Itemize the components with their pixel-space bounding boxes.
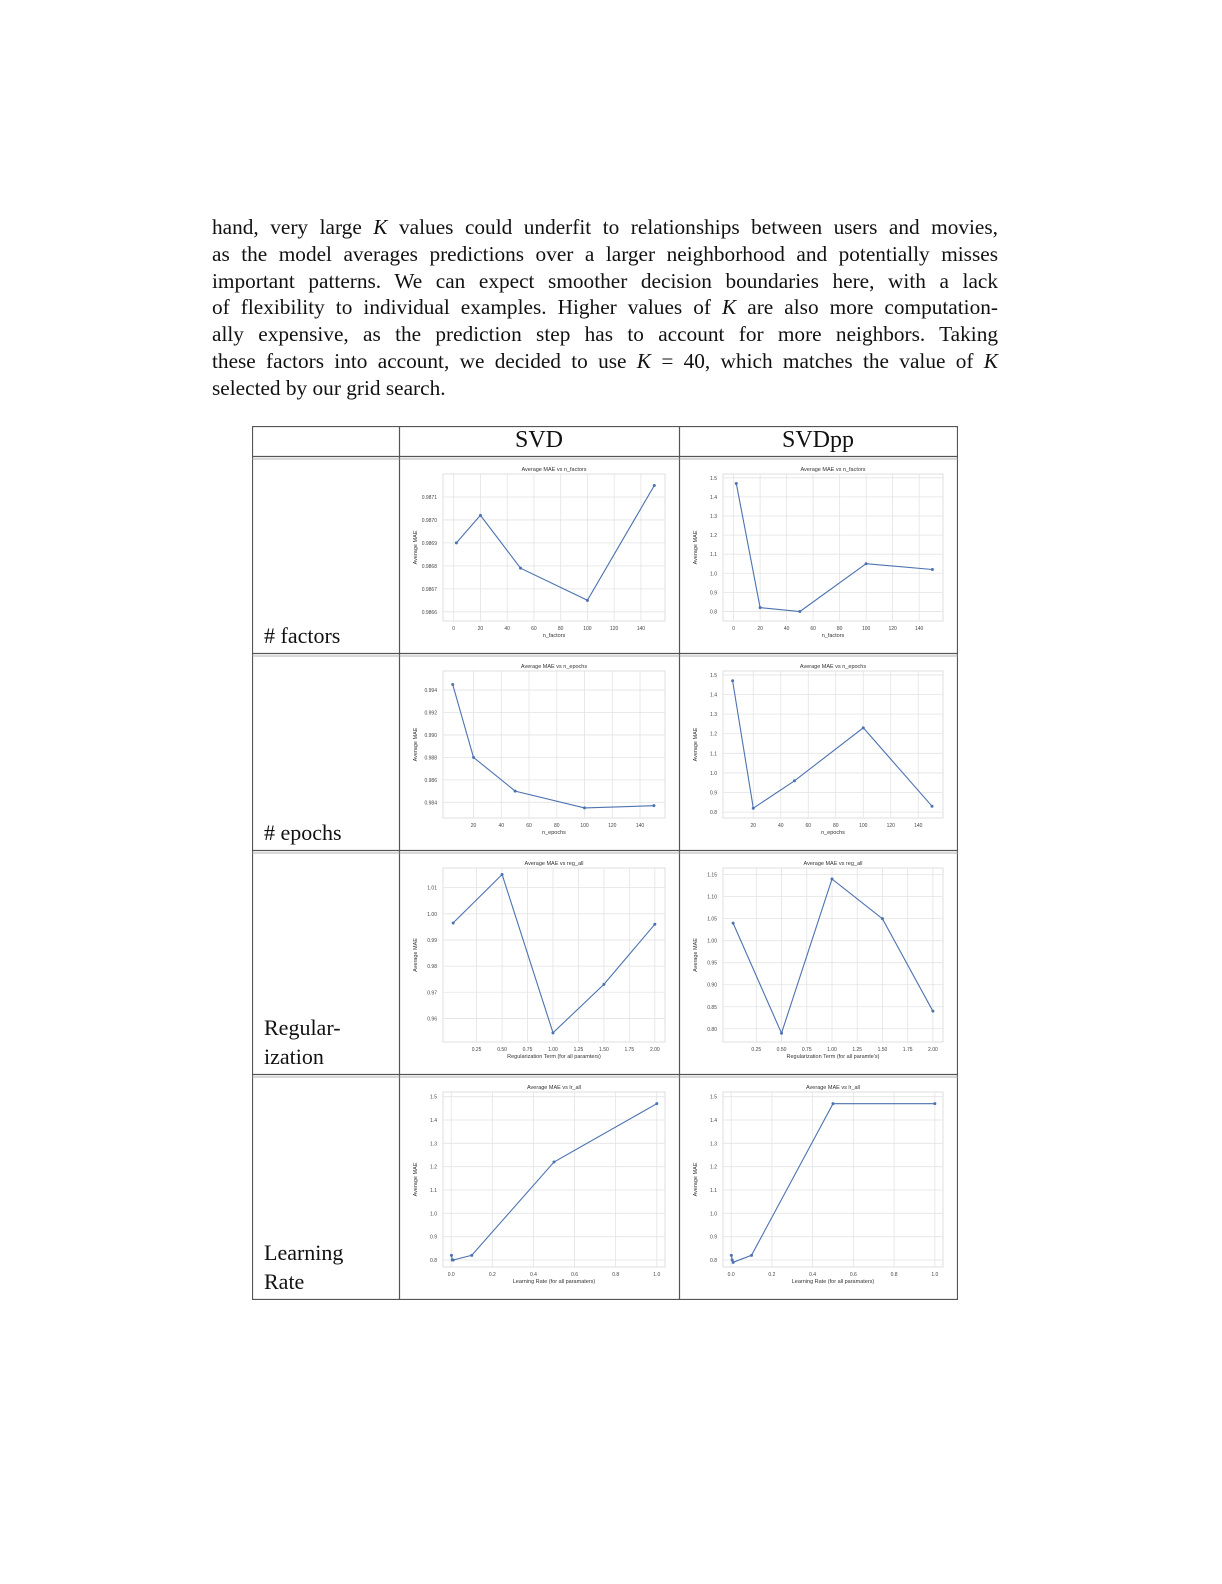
- x-tick-label: 1.75: [624, 1047, 635, 1053]
- y-tick-label: 0.8: [710, 609, 717, 616]
- x-axis-label: Learning Rate (for all paramaters): [791, 1279, 875, 1285]
- data-point: [452, 1259, 455, 1262]
- chart-title: Average MAE vs lr_all: [526, 1085, 582, 1091]
- data-point: [451, 683, 454, 686]
- paragraph-line: [212, 268, 998, 295]
- x-tick-label: 60: [805, 823, 812, 829]
- y-tick-label: 1.1: [710, 552, 717, 559]
- y-tick-label: 0.9870: [421, 517, 437, 524]
- data-point: [752, 807, 755, 810]
- x-tick-label: 1.25: [573, 1047, 584, 1053]
- x-tick-label: 0.6: [849, 1272, 857, 1278]
- x-tick-label: 1.00: [827, 1047, 837, 1053]
- x-tick-label: 0.2: [768, 1272, 776, 1278]
- data-point: [653, 923, 656, 926]
- x-tick-label: 0.0: [447, 1272, 455, 1278]
- row-label: [264, 1013, 341, 1071]
- x-tick-label: 2.00: [928, 1047, 938, 1053]
- data-point: [586, 599, 589, 602]
- data-point: [759, 606, 762, 609]
- chart-svdpp-epochs: [681, 657, 955, 848]
- x-tick-label: 140: [914, 626, 924, 632]
- data-point: [455, 541, 458, 544]
- data-point: [931, 1010, 934, 1013]
- x-tick-label: 100: [861, 626, 871, 632]
- data-point: [731, 679, 734, 682]
- text-fragment: these factors into account, we decided to use: [212, 348, 637, 373]
- data-point: [470, 1254, 473, 1257]
- row-label-line: ization: [264, 1044, 324, 1069]
- data-point: [862, 726, 865, 729]
- x-tick-label: 80: [557, 626, 564, 632]
- x-tick-label: 80: [553, 823, 560, 829]
- x-tick-label: 20: [750, 823, 757, 829]
- y-tick-label: 1.00: [707, 938, 717, 945]
- data-point: [933, 1102, 936, 1105]
- y-tick-label: 0.994: [424, 688, 437, 695]
- data-point: [472, 756, 475, 759]
- y-tick-label: 1.3: [710, 712, 717, 719]
- row-label-line: Rate: [264, 1269, 305, 1294]
- x-tick-label: 40: [504, 626, 510, 632]
- data-point: [931, 568, 934, 571]
- y-tick-label: 1.2: [710, 1164, 717, 1171]
- y-tick-label: 0.97: [427, 990, 437, 997]
- text-fragment: = 40, which matches the value of: [651, 348, 984, 373]
- text-fragment: hand, very large: [212, 215, 374, 239]
- x-tick-label: 100: [583, 626, 592, 632]
- y-tick-label: 0.9: [430, 1234, 437, 1241]
- x-tick-label: 80: [836, 626, 843, 632]
- paragraph-line: [212, 241, 998, 268]
- x-tick-label: 1.25: [852, 1047, 863, 1053]
- x-tick-label: 120: [608, 823, 617, 829]
- y-tick-label: 0.9867: [421, 586, 437, 593]
- math-variable: K: [373, 215, 388, 239]
- data-point: [450, 1254, 453, 1257]
- y-tick-label: 1.00: [427, 911, 437, 918]
- y-tick-label: 1.0: [710, 1211, 717, 1218]
- text-fragment: ally expensive, as the prediction step has to account for more neighbors. Taking: [212, 322, 998, 347]
- y-tick-label: 1.2: [710, 533, 717, 540]
- y-axis-label: Average MAE: [413, 727, 419, 762]
- plot-area: [443, 474, 665, 621]
- x-tick-label: 0.2: [488, 1272, 496, 1278]
- x-axis-label: n_epochs: [821, 830, 845, 836]
- y-tick-label: 0.9: [710, 590, 717, 597]
- chart-svdpp-reg: [681, 854, 955, 1072]
- y-tick-label: 1.5: [710, 672, 717, 679]
- y-tick-label: 1.0: [430, 1211, 437, 1218]
- data-point: [479, 514, 482, 517]
- row-label: [264, 1238, 343, 1296]
- chart-svd-epochs: [401, 657, 677, 848]
- data-point: [514, 790, 517, 793]
- row-label: [264, 818, 342, 847]
- x-tick-label: 1.00: [548, 1047, 558, 1053]
- plot-area: [723, 474, 943, 621]
- data-point: [732, 922, 735, 925]
- chart-title: Average MAE vs n_factors: [521, 467, 587, 473]
- x-axis-label: n_factors: [821, 633, 845, 639]
- x-tick-label: 60: [810, 626, 816, 632]
- x-tick-label: 0.8: [890, 1272, 898, 1278]
- y-tick-label: 1.3: [430, 1141, 437, 1148]
- y-tick-label: 1.0: [710, 770, 717, 777]
- plot-area: [723, 671, 943, 818]
- paragraph-line: [212, 294, 998, 321]
- y-tick-label: 0.8: [710, 810, 717, 817]
- x-tick-label: 140: [914, 823, 923, 829]
- y-tick-label: 1.2: [710, 731, 717, 738]
- y-tick-label: 0.95: [707, 960, 717, 967]
- chart-svdpp-lr: [681, 1078, 955, 1297]
- y-tick-label: 0.984: [424, 800, 437, 807]
- data-point: [830, 878, 833, 881]
- y-tick-label: 1.3: [710, 514, 717, 520]
- x-tick-label: 0.25: [471, 1047, 482, 1053]
- x-axis-label: n_factors: [542, 633, 566, 639]
- data-point: [780, 1032, 783, 1035]
- x-tick-label: 1.50: [599, 1047, 609, 1053]
- math-variable: K: [636, 348, 652, 373]
- math-variable: K: [722, 295, 737, 320]
- data-point: [652, 804, 655, 807]
- x-tick-label: 120: [886, 823, 895, 829]
- y-axis-label: Average MAE: [693, 1162, 699, 1197]
- data-point: [750, 1254, 753, 1257]
- x-tick-label: 0.0: [727, 1272, 735, 1278]
- data-point: [732, 1261, 735, 1264]
- x-tick-label: 2.00: [649, 1047, 660, 1053]
- y-tick-label: 0.80: [707, 1026, 717, 1033]
- x-tick-label: 0: [452, 626, 456, 632]
- y-tick-label: 1.4: [710, 692, 717, 699]
- x-tick-label: 100: [859, 823, 868, 829]
- y-tick-label: 1.01: [427, 885, 437, 892]
- chart-title: Average MAE vs reg_all: [524, 861, 584, 867]
- x-tick-label: 60: [531, 626, 537, 632]
- x-tick-label: 120: [610, 626, 619, 632]
- text-fragment: are also more computation-: [736, 295, 998, 320]
- y-tick-label: 0.8: [430, 1258, 437, 1264]
- row-label-line: Regular-: [264, 1015, 341, 1040]
- x-tick-label: 60: [526, 823, 532, 829]
- y-tick-label: 1.1: [430, 1188, 437, 1194]
- y-tick-label: 0.9: [710, 790, 717, 797]
- row-label-line: Learning: [264, 1240, 344, 1265]
- y-tick-label: 1.0: [710, 571, 717, 578]
- y-tick-label: 0.98: [427, 964, 437, 971]
- x-tick-label: 0.8: [612, 1272, 620, 1278]
- chart-svd-reg: [401, 854, 677, 1072]
- results-table: [252, 426, 958, 1300]
- y-tick-label: 1.5: [710, 1094, 717, 1101]
- text-fragment: selected by our grid search.: [212, 375, 446, 400]
- x-tick-label: 0.25: [751, 1047, 762, 1053]
- y-tick-label: 1.3: [710, 1141, 717, 1148]
- data-point: [793, 779, 796, 782]
- y-tick-label: 0.986: [424, 777, 437, 784]
- y-tick-label: 0.8: [710, 1258, 717, 1264]
- y-tick-label: 1.1: [710, 1188, 717, 1194]
- y-tick-label: 0.9871: [421, 494, 437, 501]
- y-axis-label: Average MAE: [413, 1162, 419, 1197]
- text-fragment: of flexibility to individual examples. Higher values of: [212, 295, 722, 320]
- x-tick-label: 140: [636, 626, 646, 632]
- chart-title: Average MAE vs n_factors: [800, 467, 866, 473]
- x-tick-label: 1.75: [902, 1047, 913, 1053]
- x-tick-label: 80: [832, 823, 839, 829]
- y-tick-label: 0.96: [427, 1016, 437, 1023]
- x-tick-label: 0.75: [801, 1047, 812, 1053]
- x-tick-label: 0.75: [522, 1047, 533, 1053]
- x-tick-label: 120: [888, 626, 897, 632]
- x-tick-label: 1.0: [931, 1272, 939, 1278]
- y-tick-label: 0.9866: [421, 609, 437, 616]
- y-tick-label: 1.10: [707, 894, 717, 901]
- column-header-svd: SVD: [514, 427, 563, 453]
- y-tick-label: 0.90: [707, 982, 717, 989]
- x-tick-label: 0: [732, 626, 735, 632]
- y-tick-label: 0.9868: [421, 563, 437, 570]
- y-tick-label: 1.5: [710, 475, 717, 482]
- paragraph-line: [212, 375, 998, 402]
- x-axis-label: Regularization Term (for all paramte’s): [786, 1054, 880, 1060]
- y-tick-label: 1.15: [707, 872, 717, 879]
- paragraph-line: [212, 321, 998, 348]
- body-paragraph: [212, 214, 998, 402]
- y-axis-label: Average MAE: [693, 727, 699, 762]
- y-axis-label: Average MAE: [413, 938, 419, 972]
- text-fragment: important patterns. We can expect smoother decision boundaries here, with a lack: [212, 268, 998, 293]
- y-tick-label: 0.992: [424, 710, 437, 717]
- y-tick-label: 1.05: [707, 916, 717, 923]
- plot-area: [723, 1092, 943, 1267]
- chart-title: Average MAE vs n_epochs: [520, 664, 588, 670]
- text-fragment: values could underfit to relationships between users and movies,: [387, 215, 998, 239]
- y-axis-label: Average MAE: [413, 530, 419, 565]
- data-point: [730, 1254, 733, 1257]
- x-tick-label: 1.50: [877, 1047, 888, 1053]
- data-point: [931, 805, 934, 808]
- x-tick-label: 0.6: [571, 1272, 579, 1278]
- x-tick-label: 40: [777, 823, 784, 829]
- data-point: [551, 1031, 554, 1034]
- y-tick-label: 1.5: [430, 1094, 437, 1101]
- y-axis-label: Average MAE: [693, 938, 699, 972]
- data-point: [832, 1102, 835, 1105]
- data-point: [655, 1102, 658, 1105]
- chart-svd-lr: [401, 1078, 677, 1297]
- row-label-line: # epochs: [264, 820, 342, 845]
- x-tick-label: 0.4: [809, 1272, 817, 1278]
- x-tick-label: 0.50: [776, 1047, 787, 1053]
- plot-area: [443, 671, 665, 818]
- x-tick-label: 0.50: [497, 1047, 507, 1053]
- y-tick-label: 0.9869: [421, 540, 437, 547]
- data-point: [881, 917, 884, 920]
- x-tick-label: 100: [580, 823, 589, 829]
- data-point: [519, 567, 522, 570]
- chart-svdpp-factors: [681, 460, 955, 651]
- y-tick-label: 0.988: [424, 755, 437, 762]
- y-tick-label: 1.4: [710, 1118, 717, 1124]
- data-point: [501, 873, 504, 876]
- x-tick-label: 20: [470, 823, 477, 829]
- x-axis-label: Regularization Term (for all paramters): [507, 1054, 601, 1060]
- x-axis-label: n_epochs: [542, 830, 566, 836]
- math-variable: K: [983, 348, 998, 373]
- x-tick-label: 20: [757, 626, 763, 632]
- y-tick-label: 0.990: [424, 732, 437, 739]
- y-tick-label: 0.9: [710, 1234, 717, 1241]
- row-label: [264, 621, 340, 650]
- data-point: [452, 921, 455, 924]
- paragraph-line: [212, 348, 998, 375]
- chart-title: Average MAE vs lr_all: [805, 1085, 861, 1091]
- x-axis-label: Learning Rate (for all paramaters): [512, 1279, 596, 1285]
- y-tick-label: 1.1: [710, 751, 717, 758]
- data-point: [735, 482, 738, 485]
- chart-title: Average MAE vs reg_all: [803, 861, 863, 867]
- y-tick-label: 0.85: [707, 1004, 717, 1011]
- y-tick-label: 1.4: [710, 494, 717, 501]
- data-point: [653, 484, 656, 487]
- y-tick-label: 1.4: [430, 1118, 437, 1124]
- x-tick-label: 140: [635, 823, 645, 829]
- chart-title: Average MAE vs n_epochs: [799, 664, 867, 670]
- data-point: [865, 562, 868, 565]
- data-point: [583, 806, 586, 809]
- data-point: [798, 610, 801, 613]
- text-fragment: as the model averages predictions over a larger neighborhood and potentially misses: [212, 241, 998, 266]
- y-axis-label: Average MAE: [693, 530, 699, 565]
- x-tick-label: 40: [783, 626, 790, 632]
- chart-svd-factors: [401, 460, 677, 651]
- y-tick-label: 0.99: [427, 937, 437, 944]
- x-tick-label: 0.4: [529, 1272, 537, 1278]
- data-point: [553, 1161, 556, 1164]
- column-header-svdpp: SVDpp: [781, 427, 854, 453]
- data-point: [602, 983, 605, 986]
- y-tick-label: 1.2: [430, 1164, 437, 1171]
- x-tick-label: 1.0: [653, 1272, 661, 1278]
- x-tick-label: 40: [498, 823, 505, 829]
- paragraph-line: [212, 214, 998, 241]
- row-label-line: # factors: [264, 623, 341, 648]
- x-tick-label: 20: [477, 626, 484, 632]
